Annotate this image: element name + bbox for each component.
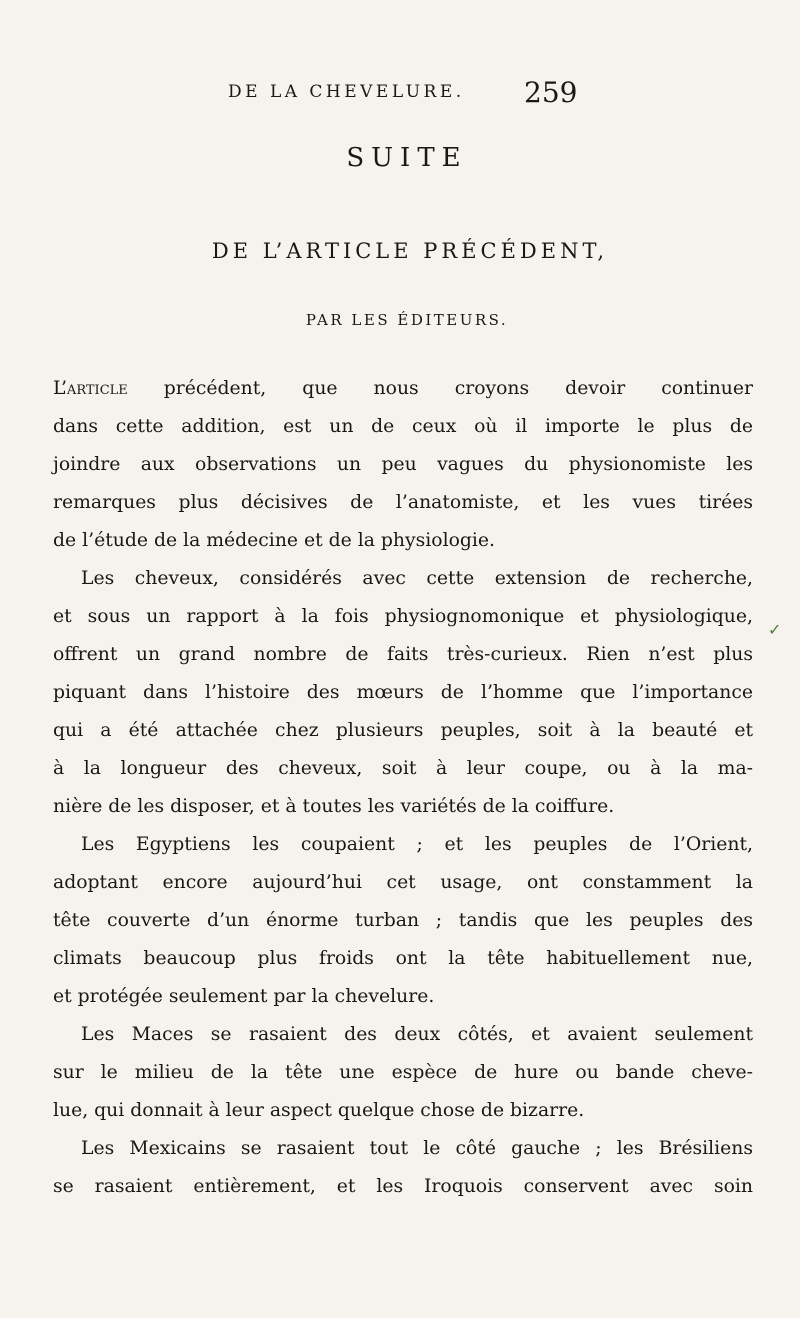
text-line: à la longueur des cheveux, soit à leur coupe, ou à la ma- [53, 758, 753, 779]
text-line: joindre aux observations un peu vagues du physionomiste les [53, 454, 753, 475]
text-line: et sous un rapport à la fois physiognomonique et physiologique, [53, 606, 753, 627]
text-line: adoptant encore aujourd’hui cet usage, ont constamment la [53, 872, 753, 893]
text-line: Les cheveux, considérés avec cette extension de recherche, [81, 568, 753, 589]
margin-check-icon: ✓ [768, 620, 782, 639]
page-number: 259 [524, 76, 578, 109]
section-subtitle: DE L’ARTICLE PRÉCÉDENT, [211, 239, 609, 263]
text-line: piquant dans l’histoire des mœurs de l’homme que l’importance [53, 682, 753, 703]
text-line: remarques plus décisives de l’anatomiste, et les vues tirées [53, 492, 753, 513]
text-line: Les Egyptiens les coupaient ; et les peuples de l’Orient, [81, 834, 753, 855]
text-line: se rasaient entièrement, et les Iroquois conservent avec soin [53, 1176, 753, 1197]
text-line: tête couverte d’un énorme turban ; tandis que les peuples des [53, 910, 753, 931]
text-line-rest: précédent, que nous croyons devoir continuer [127, 378, 753, 399]
section-byline: PAR LES ÉDITEURS. [305, 311, 509, 329]
text-line: dans cette addition, est un de ceux où il importe le plus de [53, 416, 753, 437]
text-line: et protégée seulement par la chevelure. [53, 986, 435, 1007]
running-head: DE LA CHEVELURE. [228, 82, 465, 102]
section-title: SUITE [346, 143, 468, 173]
text-line: Les Maces se rasaient des deux côtés, et avaient seulement [81, 1024, 753, 1045]
text-line: offrent un grand nombre de faits très-curieux. Rien n’est plus [53, 644, 753, 665]
lead-word: L’article [53, 378, 128, 399]
text-line [53, 377, 753, 401]
text-line: de l’étude de la médecine et de la physiologie. [53, 530, 496, 551]
text-line: qui a été attachée chez plusieurs peuples, soit à la beauté et [53, 720, 753, 741]
text-line: nière de les disposer, et à toutes les variétés de la coiffure. [53, 796, 615, 817]
text-line: climats beaucoup plus froids ont la tête habituellement nue, [53, 948, 753, 969]
text-line: lue, qui donnait à leur aspect quelque chose de bizarre. [53, 1100, 585, 1121]
text-line: Les Mexicains se rasaient tout le côté gauche ; les Brésiliens [81, 1138, 753, 1159]
text-line: sur le milieu de la tête une espèce de hure ou bande cheve- [53, 1062, 753, 1083]
